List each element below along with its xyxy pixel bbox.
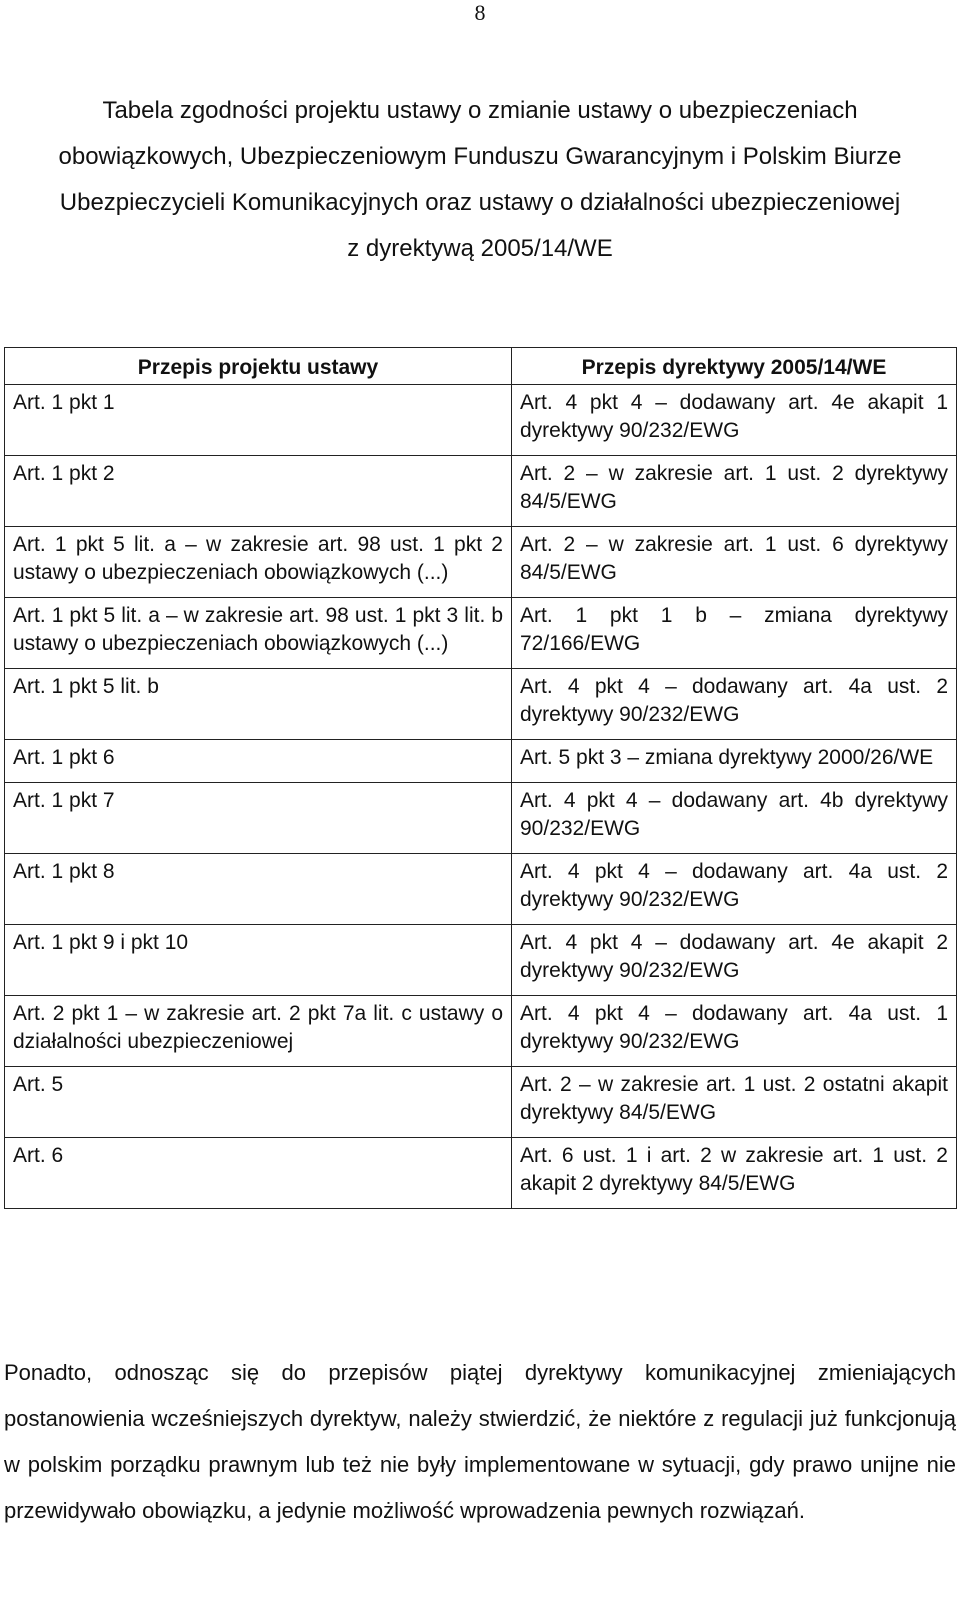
project-provision-cell: Art. 1 pkt 9 i pkt 10 bbox=[5, 925, 512, 996]
table-row bbox=[5, 669, 957, 740]
project-provision-cell: Art. 1 pkt 5 lit. a – w zakresie art. 98 ust. 1 pkt 2 ustawy o ubezpieczeniach obowiązkowych (...) bbox=[5, 527, 512, 598]
project-provision-cell: Art. 5 bbox=[5, 1067, 512, 1138]
project-provision-cell: Art. 1 pkt 5 lit. a – w zakresie art. 98 ust. 1 pkt 3 lit. b ustawy o ubezpieczeniach obowiązkowych (...) bbox=[5, 598, 512, 669]
project-provision-cell: Art. 1 pkt 2 bbox=[5, 456, 512, 527]
title-line: Tabela zgodności projektu ustawy o zmianie ustawy o ubezpieczeniach bbox=[102, 97, 858, 124]
directive-provision-cell: Art. 2 – w zakresie art. 1 ust. 6 dyrektywy 84/5/EWG bbox=[512, 527, 957, 598]
header-project-provision: Przepis projektu ustawy bbox=[5, 348, 512, 385]
directive-provision-cell: Art. 4 pkt 4 – dodawany art. 4a ust. 2 dyrektywy 90/232/EWG bbox=[512, 669, 957, 740]
directive-provision-cell: Art. 2 – w zakresie art. 1 ust. 2 ostatni akapit dyrektywy 84/5/EWG bbox=[512, 1067, 957, 1138]
document-title bbox=[0, 88, 960, 272]
table-row bbox=[5, 740, 957, 783]
directive-provision-cell: Art. 4 pkt 4 – dodawany art. 4b dyrektywy 90/232/EWG bbox=[512, 783, 957, 854]
directive-provision-cell: Art. 4 pkt 4 – dodawany art. 4e akapit 1 dyrektywy 90/232/EWG bbox=[512, 385, 957, 456]
table-row bbox=[5, 527, 957, 598]
table-row bbox=[5, 996, 957, 1067]
header-directive-provision: Przepis dyrektywy 2005/14/WE bbox=[512, 348, 957, 385]
compliance-table bbox=[4, 347, 957, 1209]
title-line: Ubezpieczycieli Komunikacyjnych oraz ustawy o działalności ubezpieczeniowej bbox=[59, 189, 901, 216]
project-provision-cell: Art. 1 pkt 5 lit. b bbox=[5, 669, 512, 740]
project-provision-cell: Art. 1 pkt 7 bbox=[5, 783, 512, 854]
project-provision-cell: Art. 2 pkt 1 – w zakresie art. 2 pkt 7a lit. c ustawy o działalności ubezpieczeniowej bbox=[5, 996, 512, 1067]
directive-provision-cell: Art. 4 pkt 4 – dodawany art. 4a ust. 2 dyrektywy 90/232/EWG bbox=[512, 854, 957, 925]
title-line: z dyrektywą 2005/14/WE bbox=[347, 235, 613, 262]
directive-provision-cell: Art. 2 – w zakresie art. 1 ust. 2 dyrektywy 84/5/EWG bbox=[512, 456, 957, 527]
directive-provision-cell: Art. 1 pkt 1 b – zmiana dyrektywy 72/166/EWG bbox=[512, 598, 957, 669]
table-row bbox=[5, 385, 957, 456]
project-provision-cell: Art. 1 pkt 6 bbox=[5, 740, 512, 783]
page-number: 8 bbox=[474, 0, 486, 25]
project-provision-cell: Art. 6 bbox=[5, 1138, 512, 1209]
directive-provision-cell: Art. 6 ust. 1 i art. 2 w zakresie art. 1 ust. 2 akapit 2 dyrektywy 84/5/EWG bbox=[512, 1138, 957, 1209]
closing-paragraph: Ponadto, odnosząc się do przepisów piątej dyrektywy komunikacyjnej zmieniających postanowienia wcześniejszych dyrektyw, należy stwierdzić, że niektóre z regulacji już funkcjonują w polskim porządku prawnym lub też nie były implementowane w sytuacji, gdy prawo unijne nie przewidywało obowiązku, a jedynie możliwość wprowadzenia pewnych rozwiązań. bbox=[4, 1360, 956, 1523]
project-provision-cell: Art. 1 pkt 1 bbox=[5, 385, 512, 456]
table-row bbox=[5, 1067, 957, 1138]
table-row bbox=[5, 456, 957, 527]
table-header-row bbox=[5, 348, 957, 385]
table-row bbox=[5, 598, 957, 669]
title-line: obowiązkowych, Ubezpieczeniowym Funduszu Gwarancyjnym i Polskim Biurze bbox=[58, 143, 902, 170]
directive-provision-cell: Art. 4 pkt 4 – dodawany art. 4a ust. 1 dyrektywy 90/232/EWG bbox=[512, 996, 957, 1067]
table-row bbox=[5, 854, 957, 925]
table-row bbox=[5, 783, 957, 854]
table-row bbox=[5, 925, 957, 996]
directive-provision-cell: Art. 4 pkt 4 – dodawany art. 4e akapit 2 dyrektywy 90/232/EWG bbox=[512, 925, 957, 996]
directive-provision-cell: Art. 5 pkt 3 – zmiana dyrektywy 2000/26/WE bbox=[512, 740, 957, 783]
table-row bbox=[5, 1138, 957, 1209]
project-provision-cell: Art. 1 pkt 8 bbox=[5, 854, 512, 925]
